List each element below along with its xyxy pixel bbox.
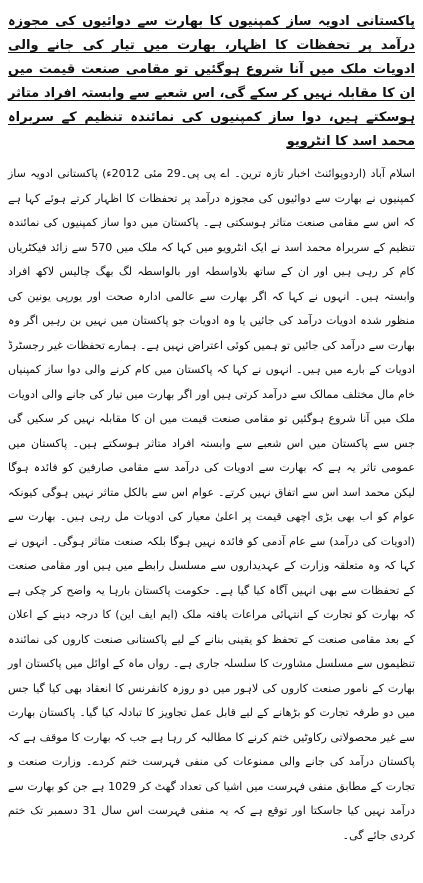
article-paragraph: اسلام آباد (اردوپوائنٹ اخبار تازہ ترین۔ اے پی پی۔29 مئی 2012ء) پاکستانی ادویہ ساز کمپنیوں نے بھارت سے دوائیوں کی مجوزہ درآمد پر تحفظات کا اظہار کرتے ہوئے کہا ہے کہ اس سے مقامی صنعت متاثر ہوسکتی ہے۔ پاکستان میں دوا ساز کمپنیوں کی نمائندہ تنظیم کے سربراہ محمد اسد نے ایک انٹرویو میں کہا کہ ملک میں 570 سے زائد فیکٹریاں کام کر رہی ہیں اور ان کے ساتھ بلاواسطہ اور بالواسطہ لگ بھگ چالیس لاکھ افراد وابستہ ہیں۔ انہوں نے کہا کہ اگر بھارت سے عالمی ادارہ صحت اور یورپی یونین کی منظور شدہ ادویات درآمد کی جائیں یا وہ ادویات جو پاکستان میں نہیں بن رہیں اگر وہ بھارت سے درآمد کی جائیں تو ہمیں کوئی اعتراض نہیں ہے۔ ہمارے تحفظات غیر رجسٹرڈ ادویات کے بارے میں ہیں۔ انہوں نے کہا کہ پاکستان میں کام کرنے والی دوا ساز کمپنیاں خام مال مختلف ممالک سے درآمد کرتی ہیں اور اگر بھارت میں تیار کی جانے والی ادویات ملک میں آنا شروع ہوگئیں تو مقامی صنعت قیمت میں ان کا مقابلہ نہیں کر سکیں گی جس سے پاکستان میں اس شعبے سے وابستہ افراد متاثر ہوسکتے ہیں۔ پاکستان میں عمومی تاثر یہ ہے کہ بھارت سے ادویات کی درآمد سے مقامی صارفین کو فائدہ ہوگا لیکن محمد اسد اس سے اتفاق نہیں کرتے۔ عوام اس سے بالکل متاثر نہیں ہوگی کیونکہ عوام کو اب بھی بڑی اچھی قیمت پر اعلیٰ معیار کی ادویات مل رہی ہیں۔ بھارت سے (ادویات کی درآمد) سے عام آدمی کو فائدہ نہیں ہوگا بلکہ صنعت متاثر ہوگی۔ انہوں نے کہا کہ وہ متعلقہ وزارت کے عہدیداروں سے مسلسل رابطے میں ہیں اور مقامی صنعت کے تحفظات سے بھی انہیں آگاہ کیا گیا ہے۔ حکومت پاکستان بارہا یہ واضح کر چکی ہے کہ بھارت کو تجارت کے انتہائی مراعات یافتہ ملک (ایم ایف این) کا درجہ دینے کے اعلان کے بعد مقامی صنعت کے تحفظ کو یقینی بنانے کے لیے پاکستانی صنعت کاروں کی نمائندہ تنظیموں سے مسلسل مشاورت کا سلسلہ جاری ہے۔ رواں ماہ کے اوائل میں پاکستان اور بھارت کے نامور صنعت کاروں کی لاہور میں دو روزہ کانفرنس کا انعقاد بھی کیا گیا جس میں دو طرفہ تجارت کو بڑھانے کے لیے قابل عمل تجاویز کا تبادلہ کیا گیا۔ پاکستان بھارت سے غیر محصولاتی رکاوٹیں ختم کرنے کا مطالبہ کر رہا ہے جب کہ بھارت کا موقف ہے کہ پاکستان درآمد کی جانے والی ممنوعات کی منفی فہرست ختم کردے۔ وزارت صنعت و تجارت کے مطابق منفی فہرست میں اشیا کی تعداد گھٹ کر 1029 ہے جن کو بھارت سے درآمد نہیں کیا جاسکتا اور توقع ہے کہ یہ منفی فہرست اس سال 31 دسمبر تک ختم کردی جائے گی۔ (8, 167, 416, 842)
article-headline-text: پاکستانی ادویہ ساز کمپنیوں کا بھارت سے دوائیوں کی مجوزہ درآمد پر تحفظات کا اظہار، بھارت میں تیار کی جانے والی ادویات ملک میں آنا شروع ہوگئیں تو مقامی صنعت قیمت میں ان کا مقابلہ نہیں کر سکے گی، اس شعبے سے وابستہ افراد متاثر ہوسکتے ہیں، دوا ساز کمپنیوں کی نمائندہ تنظیم کے سربراہ محمد اسد کا انٹرویو (8, 14, 415, 149)
article-headline (8, 10, 415, 154)
article-body (8, 162, 415, 848)
